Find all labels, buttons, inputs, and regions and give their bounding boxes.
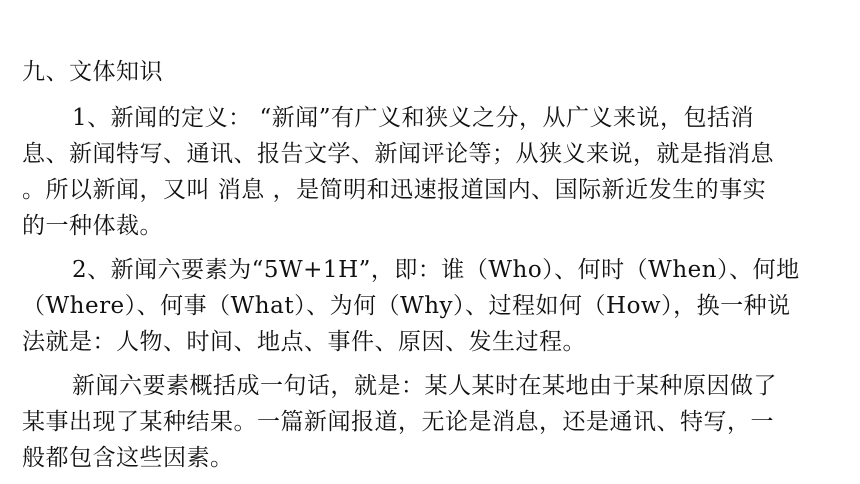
paragraph-1-line-2: 息、新闻特写、通讯、报告文学、新闻评论等；从狭义来说，就是指消息 [22, 141, 774, 167]
paragraph-2-line-1: 2、新闻六要素为“5W+1H”，即：谁（Who）、何时（When）、何地 [72, 257, 800, 283]
paragraph-2-line-2: （Where）、何事（What）、为何（Why）、过程如何（How），换一种说 [22, 293, 791, 319]
paragraph-3-line-2: 某事出现了某种结果。一篇新闻报道，无论是消息，还是通讯、特写，一 [22, 409, 774, 435]
section-heading: 九、文体知识 [22, 59, 163, 85]
paragraph-1-line-3: 。所以新闻，又叫 消息 ，是简明和迅速报道国内、国际新近发生的事实 [22, 177, 767, 203]
paragraph-2-line-3: 法就是：人物、时间、地点、事件、原因、发生过程。 [22, 329, 586, 355]
paragraph-1-line-1: 1、新闻的定义： “新闻”有广义和狭义之分，从广义来说，包括消 [72, 105, 754, 131]
paragraph-3-line-3: 般都包含这些因素。 [22, 445, 234, 471]
paragraph-1-line-4: 的一种体裁。 [22, 213, 163, 239]
paragraph-3-line-1: 新闻六要素概括成一句话，就是：某人某时在某地由于某种原因做了 [72, 373, 777, 399]
